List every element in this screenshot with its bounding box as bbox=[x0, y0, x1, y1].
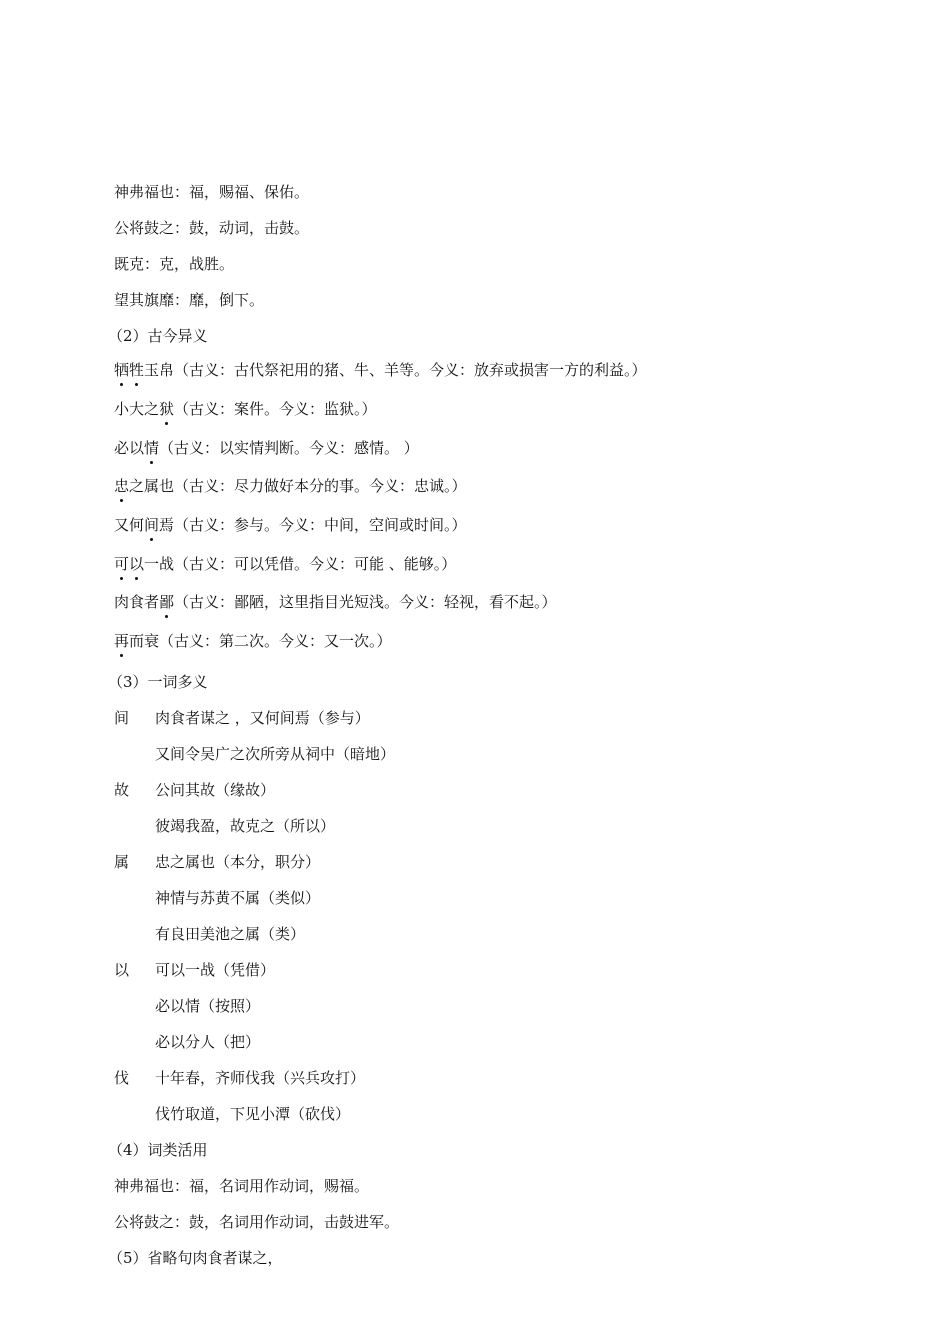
polysemy-row: 故 公问其故（缘故） bbox=[114, 781, 276, 799]
polysemy-word: 以 bbox=[114, 961, 130, 979]
note-line: 神弗福也：福，名词用作动词，赐福。 bbox=[114, 1177, 370, 1195]
gujin-item: 肉食者鄙（古义：鄙陋，这里指目光短浅。今义：轻视，看不起。） bbox=[114, 593, 557, 611]
note-line: 既克：克，战胜。 bbox=[114, 255, 235, 273]
polysemy-row: 间 肉食者谋之 ，又何间焉（参与） bbox=[114, 709, 370, 727]
polysemy-row: 属 忠之属也（本分，职分） bbox=[114, 853, 321, 871]
polysemy-word: 间 bbox=[114, 709, 130, 727]
polysemy-word: 属 bbox=[114, 853, 130, 871]
polysemy-row: 必以分人（把） bbox=[155, 1033, 261, 1051]
polysemy-row: 有良田美池之属（类） bbox=[155, 925, 306, 943]
polysemy-row: 伐 十年春，齐师伐我（兴兵攻打） bbox=[114, 1069, 366, 1087]
note-line: 公将鼓之：鼓，名词用作动词，击鼓进军。 bbox=[114, 1213, 400, 1231]
note-line: 望其旗靡：靡，倒下。 bbox=[114, 291, 265, 309]
polysemy-row: 必以情（按照） bbox=[155, 997, 261, 1015]
gujin-item: 必以情（古义：以实情判断。今义：感情。 ） bbox=[114, 439, 419, 457]
section-title: （4）词类活用 bbox=[108, 1141, 208, 1159]
gujin-item: 小大之狱（古义：案件。今义：监狱。） bbox=[114, 400, 377, 418]
note-line: 公将鼓之：鼓，动词，击鼓。 bbox=[114, 219, 310, 237]
gujin-item: 再而衰（古义：第二次。今义：又一次。） bbox=[114, 632, 392, 650]
section-title: （3）一词多义 bbox=[108, 673, 208, 691]
polysemy-row: 彼竭我盈，故克之（所以） bbox=[155, 817, 336, 835]
gujin-item: 忠之属也（古义：尽力做好本分的事。今义：忠诚。） bbox=[114, 477, 467, 495]
gujin-item: 又何间焉（古义：参与。今义：中间，空间或时间。） bbox=[114, 516, 467, 534]
polysemy-row: 又间令吴广之次所旁从祠中（暗地） bbox=[155, 745, 396, 763]
note-line: 神弗福也：福，赐福、保佑。 bbox=[114, 183, 310, 201]
polysemy-word: 伐 bbox=[114, 1069, 130, 1087]
gujin-item: 可以一战（古义：可以凭借。今义：可能 、能够。） bbox=[114, 555, 457, 573]
gujin-item: 牺牲玉帛（古义：古代祭祀用的猪、牛、羊等。今义：放弃或损害一方的利益。） bbox=[114, 361, 647, 379]
polysemy-row: 神情与苏黄不属（类似） bbox=[155, 889, 321, 907]
polysemy-row: 以 可以一战（凭借） bbox=[114, 961, 276, 979]
polysemy-word: 故 bbox=[114, 781, 130, 799]
polysemy-row: 伐竹取道，下见小潭（砍伐） bbox=[155, 1105, 351, 1123]
section-title: （5）省略句肉食者谋之， bbox=[108, 1249, 283, 1267]
section-title: （2）古今异义 bbox=[108, 327, 208, 345]
